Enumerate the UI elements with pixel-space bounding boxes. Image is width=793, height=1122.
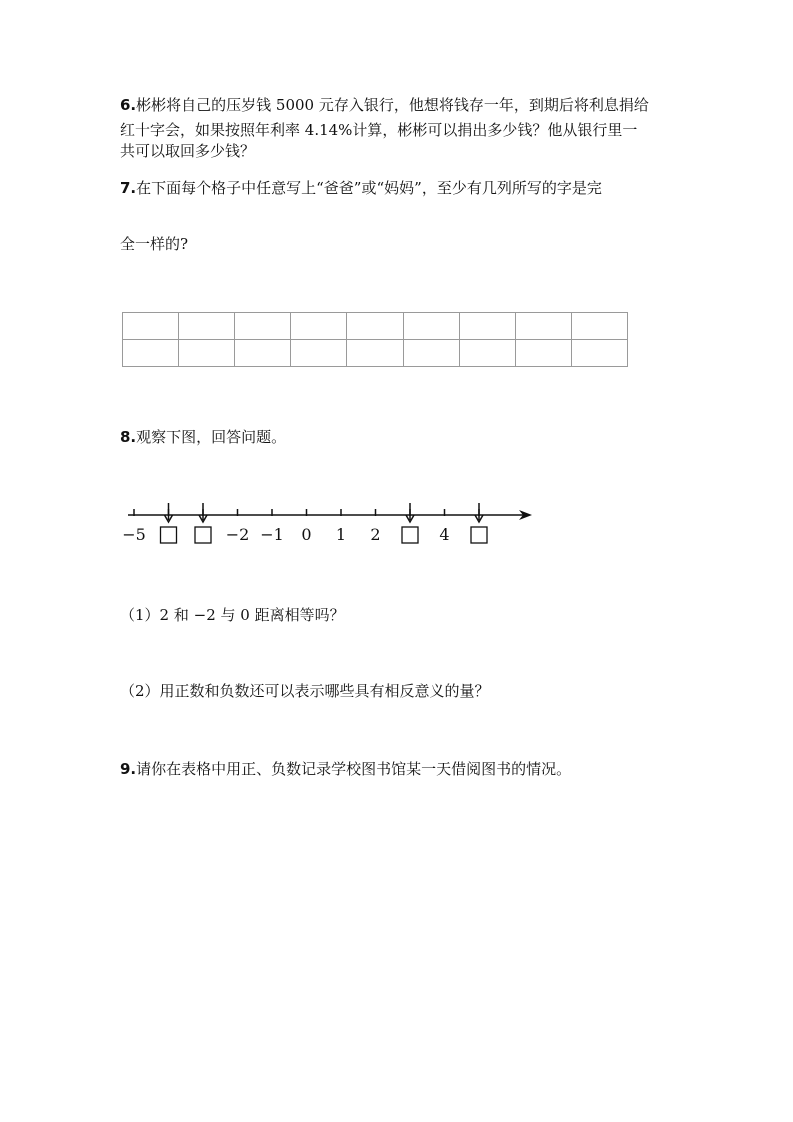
grid-cell[interactable] <box>403 313 459 340</box>
answer-box[interactable] <box>161 527 177 543</box>
grid-row <box>123 340 628 367</box>
number-line-label: −1 <box>260 525 284 544</box>
grid-cell[interactable] <box>515 340 571 367</box>
q7-line-1 <box>120 176 602 200</box>
grid-cell[interactable] <box>403 340 459 367</box>
q7-number: 7. <box>120 179 137 197</box>
q7-text-line-2: 全一样的? <box>120 235 189 253</box>
q8-sub-question-1: （1）2 和 −2 与 0 距离相等吗？ <box>120 606 345 624</box>
number-line-label: 1 <box>335 525 347 544</box>
q8-sub-question-2: （2）用正数和负数还可以表示哪些具有相反意义的量？ <box>120 682 490 700</box>
grid-cell[interactable] <box>123 340 179 367</box>
q6-text-line-3: 共可以取回多少钱？ <box>120 142 256 160</box>
answer-box[interactable] <box>402 527 418 543</box>
q9-text: 请你在表格中用正、负数记录学校图书馆某一天借阅图书的情况。 <box>136 760 572 778</box>
writing-grid <box>122 312 628 367</box>
grid-cell[interactable] <box>235 340 291 367</box>
q8-line-1 <box>120 425 286 449</box>
grid-cell[interactable] <box>291 340 347 367</box>
grid-cell[interactable] <box>347 313 403 340</box>
grid-cell[interactable] <box>347 340 403 367</box>
grid-cell[interactable] <box>459 340 515 367</box>
grid-cell[interactable] <box>459 313 515 340</box>
number-line-label: 2 <box>370 525 381 544</box>
number-line-label: 4 <box>439 525 450 544</box>
grid-cell[interactable] <box>179 340 235 367</box>
q6-text-line-2: 红十字会，如果按照年利率 4.14%计算，彬彬可以捐出多少钱？他从银行里一 <box>120 121 638 139</box>
number-line <box>120 496 540 556</box>
grid-cell[interactable] <box>235 313 291 340</box>
grid-cell[interactable] <box>123 313 179 340</box>
q7-text-line-1: 在下面每个格子中任意写上“爸爸”或“妈妈”，至少有几列所写的字是完 <box>136 179 602 197</box>
q9-number: 9. <box>120 760 137 778</box>
grid-cell[interactable] <box>515 313 571 340</box>
grid-cell[interactable] <box>179 313 235 340</box>
q6-line-1 <box>120 93 649 117</box>
answer-box[interactable] <box>195 527 211 543</box>
answer-box[interactable] <box>471 527 487 543</box>
grid-row <box>123 313 628 340</box>
q9-line-1 <box>120 757 571 781</box>
q8-number: 8. <box>120 428 137 446</box>
grid-cell[interactable] <box>291 313 347 340</box>
number-line-label: 0 <box>301 525 312 544</box>
q6-number: 6. <box>120 96 137 114</box>
number-line-label: −5 <box>122 525 146 544</box>
q8-title: 观察下图，回答问题。 <box>136 428 287 446</box>
grid-cell[interactable] <box>571 313 627 340</box>
grid-cell[interactable] <box>571 340 627 367</box>
q6-text-line-1: 彬彬将自己的压岁钱 5000 元存入银行，他想将钱存一年，到期后将利息捐给 <box>136 96 649 114</box>
number-line-label: −2 <box>225 525 250 544</box>
